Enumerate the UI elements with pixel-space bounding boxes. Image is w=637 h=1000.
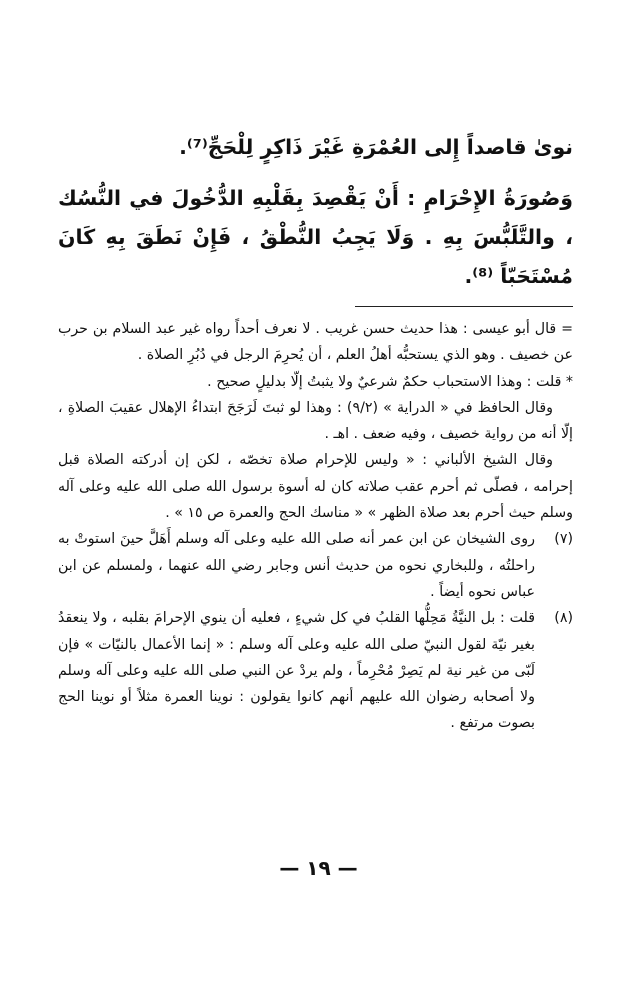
footnotes: [58, 316, 573, 737]
footnote-7: [58, 526, 573, 605]
footnote-number: (٨): [554, 610, 573, 627]
page-number: — ١٩ —: [279, 856, 358, 880]
hafiz-quote: وقال الحافظ في « الدراية » (٩/٢) : وهذا لو ثبتَ لَرَجَحَ ابتداءُ الإهلال عقيبَ الصلاةِ ، إلّا أنه من رواية خصيف ، وفيه ضعف . اهـ .: [58, 399, 573, 443]
footnote-separator: [355, 306, 573, 307]
footnote-number: (٧): [554, 531, 573, 548]
albani-quote: وقال الشيخ الألباني : « وليس للإحرام صلاة تخصّه ، لكن إن أدركته الصلاة قبل إحرامه ، فصلّى ثم أحرم عقب صلاته كان له أسوة برسول الله صلى الله عليه وعلى آله وسلم حيث أحرم بعد صلاة الظهر » « مناسك الحج والعمرة ص ١٥ » .: [58, 452, 573, 522]
editor-comment: * قلت : وهذا الاستحباب حكمٌ شرعيٌ ولا يثبتُ إلّا بدليلٍ صحيح .: [207, 373, 573, 390]
footnote-continuation: = قال أبو عيسى : هذا حديث حسن غريب . لا نعرف أحداً رواه غير عبد السلام بن حرب عن خصيف . وهو الذي يستحبُّه أهلُ العلم ، أن يُحرِمَ الرجل في دُبُرِ الصلاة .: [58, 321, 573, 364]
main-line-1: نوىٰ قاصداً إِلى العُمْرَةِ غَيْرَ ذَاكِرٍ لِلْحَجِّ⁽⁷⁾.: [179, 135, 573, 159]
main-paragraph-2: وَصُورَةُ الإِحْرَامِ : أَنْ يَقْصِدَ بِقَلْبِهِ الدُّخُولَ في النُّسُك ، والتَّلَبُّسَ بِهِ . وَلَا يَجِبُ النُّطْقُ ، فَإِنْ نَطَقَ بِهِ كَانَ مُسْتَحَبّاً ⁽⁸⁾.: [58, 186, 573, 288]
footnote-8: [58, 605, 573, 736]
main-text: [58, 128, 573, 296]
footnote-text: قلت : بل النيَّةُ مَحِلُّها القلبُ في كل شيءٍ ، فعليه أن ينوي الإحرامَ بقلبه ، ولا ينعقدُ بغير نيّة لقول النبيّ صلى الله عليه وعلى آله وسلم : « إنما الأعمال بالنيّات » فإن لَبّى من غير نية لم يَصِرْ مُحْرِماً ، ولم يردْ عن النبي صلى الله عليه وعلى آله وسلم ولا أصحابه رضوان الله عليهم أنهم كانوا يقولون : نوينا العمرة مثلاً أو نوينا الحج بصوت مرتفع .: [58, 610, 535, 732]
footnote-text: روى الشيخان عن ابن عمر أنه صلى الله عليه وعلى آله وسلم أَهَلَّ حينَ استوتْ به راحلتُه ، وللبخاري نحوه من حديث أنس وجابر رضي الله عنهما ، ولمسلم عن ابن عباس نحوه أيضاً .: [58, 531, 535, 600]
